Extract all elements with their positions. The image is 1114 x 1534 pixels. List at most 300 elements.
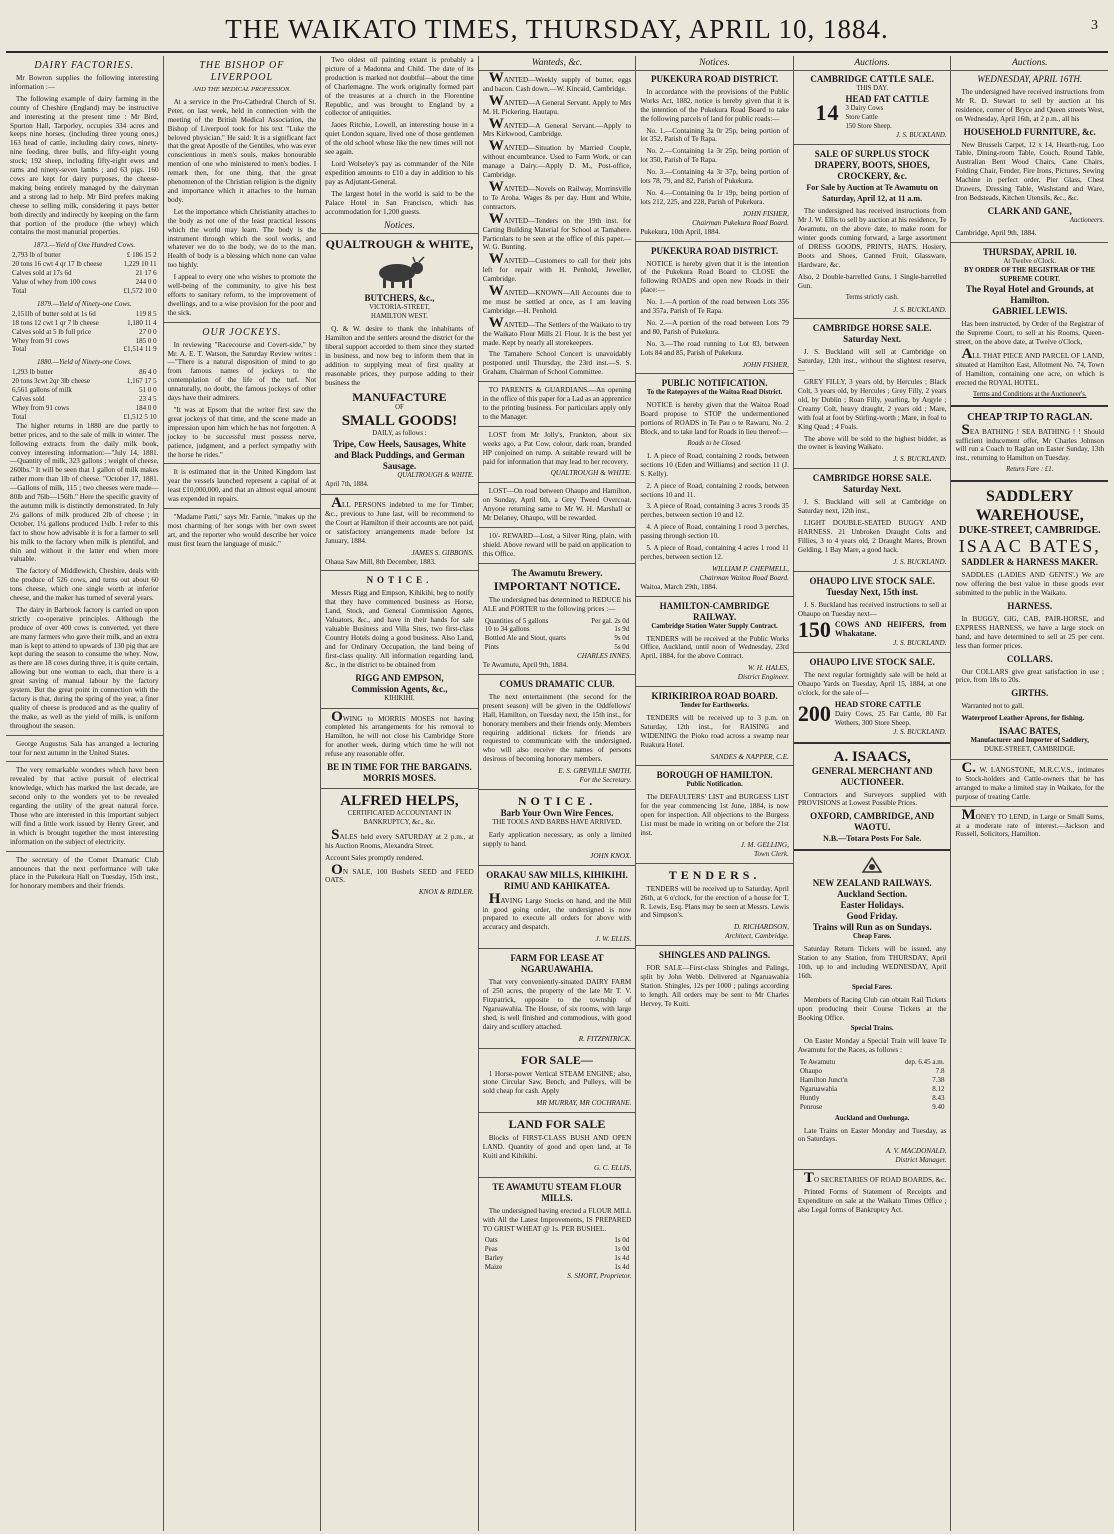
ad-signature: QUALTROUGH & WHITE. xyxy=(550,469,632,478)
ad-title: FOR SALE— xyxy=(521,1052,593,1067)
wanted-item: WANTED—Weekly supply of butter, eggs and bacon. Cash down.—W. Kincaid, Cambridge. xyxy=(482,69,632,93)
table-cell: Per gal. 2s 0d xyxy=(591,616,630,625)
divider xyxy=(951,480,1108,482)
table-cell: Total xyxy=(12,412,27,421)
table-cell: 1s 0d xyxy=(614,1236,630,1245)
ad-line: Special Trains. xyxy=(850,1025,894,1033)
table-cell: Maize xyxy=(484,1263,503,1272)
table-cell: 1s 4d xyxy=(614,1254,630,1263)
table-cell: 2,151lb of butter sold at 1s 6d xyxy=(12,309,96,318)
list-item: No. 3.—The road running to Lot 83, between Lots 84 and 85, Parish of Pukekura. xyxy=(640,339,789,357)
article-paragraph: Two oldest oil painting extant is probably a picture of a Madonna and Child. The date of its production is marked not doubtful—about the time of Charlemagne. The work originally formed part of the treasures at a church in the Florentine Republic, and was brought to England by a collector of antiquities. xyxy=(325,56,474,118)
notice-body: OWING to MORRIS MOSES not having completed his arrangements for his removal to Hamilton, he will not close his Cambridge Store for another week, during which time he will not refuse any reasonable offer. xyxy=(325,708,474,759)
price-table xyxy=(483,1236,632,1272)
wanted-item: WANTED—Tenders on the 19th inst. for Carting Building Material for School at Tamahere. Particulars to be seen at the office of this paper.—W. G. Bunting. xyxy=(482,210,632,252)
small-goods-banner xyxy=(325,390,474,490)
ad-line: DUKE-STREET, CAMBRIDGE. xyxy=(958,525,1101,537)
ad-body: Saturday Return Tickets will be issued, any Station to any Station, from THURSDAY, April 10th, up to and including WEDNESDAY, April 16th. xyxy=(797,945,947,980)
ad-sub: To the Ratepayers of the Waitoa Road District. xyxy=(646,389,783,397)
ad-signature: GABRIEL LEWIS. xyxy=(992,306,1068,317)
table-cell: 8.12 xyxy=(932,1084,945,1093)
ad-line: MANUFACTURE xyxy=(352,390,447,405)
divider xyxy=(479,381,636,382)
ad-sub: SADDLER & HARNESS MAKER. xyxy=(961,557,1099,568)
divider xyxy=(479,865,636,866)
table-row xyxy=(10,269,159,278)
ad-body: 1 Horse-power Vertical STEAM ENGINE; also, stone Circular Saw, Bench, and Pulleys, will be sold cheap for cash. Apply xyxy=(482,1069,632,1096)
article-paragraph: The dairy in Barbrook factory is carried on upon strictly co-operative principles. Although the produce of over 400 cows is converted, yet there are many farmers who gave their milk, and an extra man is kept to attend to upwards of 130 pig that are kept during the season to consume the whey. Now, as there are 18 cows during three, it is quite certain, allowing but one woman to each, that there is a great saving of manual labour by the factory system. But the great point in connection with the factory is that, during the spring of the year, a finer quality of cheese is produced and as the quality of the make, as well as the yield of milk, is uniform throughout the season. xyxy=(10,605,159,730)
divider xyxy=(479,789,636,790)
ad-signature: RIGG AND EMPSON, xyxy=(355,672,444,683)
table-cell: 1,167 17 5 xyxy=(126,377,157,386)
wanted-item: WANTED—A General Servant. Apply to Mrs M. H. Pickering, Hautapu. xyxy=(482,92,632,116)
divider xyxy=(636,945,793,946)
table-cell: 20 tons 3cwt 2qr 3lb cheese xyxy=(12,377,90,386)
wanted-item: WANTED—KNOWN—All Accounts due to me must be settled at once, as I am leaving Cambridge.—H. Penhold. xyxy=(482,283,632,315)
ad-title: CAMBRIDGE HORSE SALE. xyxy=(812,473,932,484)
land-parcel-list xyxy=(640,127,789,207)
table-cell: 2,793 lb of butter xyxy=(12,251,61,260)
ad-sub: BUTCHERS, &c., xyxy=(364,293,435,304)
ad-signature: E. S. GREVILLE SMITH, xyxy=(558,767,632,776)
ad-line: Tripe, Cow Heels, Sausages, White and Black Puddings, and German Sausage. xyxy=(332,439,466,472)
ad-title: COMUS DRAMATIC CLUB. xyxy=(499,678,615,689)
ad-signature: SANDES & NAPPER, C.E. xyxy=(710,752,789,761)
ad-signature: J. W. ELLIS. xyxy=(595,935,632,944)
ad-body: ALL THAT PIECE AND PARCEL OF LAND, situated at Hamilton East, Allotment No. 74, Town of Hamilton, containing one acre, on which is erected the ROYAL HOTEL. xyxy=(955,346,1105,387)
ad-body: Contractors and Surveyors supplied with PROVISIONS at Lowest Possible Prices. xyxy=(797,790,947,808)
table-row xyxy=(10,287,159,296)
column-2 xyxy=(164,56,322,1531)
divider xyxy=(321,788,478,789)
wanted-item: WANTED—Situation by Married Couple, without encumbrance. Used to Farm Work, or can manage a Dairy.—Apply D. M., Post-office, Cambridge. xyxy=(482,138,632,180)
masthead xyxy=(6,0,1108,53)
ad-signature: MR MURRAY, MR COCHRANE. xyxy=(536,1099,632,1108)
ad-line: For Sale by Auction at Te Awamutu on Saturday, April 12, at 11 a.m. xyxy=(806,183,938,204)
notice-body: The Tamahere School Concert is unavoidably postponed until Thursday, the 23rd inst.—S. S. Graham, Chairman of School Committee. xyxy=(482,350,632,377)
table-cell: Pints xyxy=(484,643,499,652)
divider xyxy=(951,242,1108,243)
table-cell: 184 0 0 xyxy=(135,404,157,412)
divider xyxy=(636,686,793,687)
ad-signature: Chairman Waitoa Road Board. xyxy=(699,573,789,582)
ad-signature: J. M. GELLING, xyxy=(740,840,789,849)
ad-number: 150 xyxy=(797,616,831,642)
ad-title: KIRIKIRIROA ROAD BOARD. xyxy=(651,691,778,702)
table-cell: Peas xyxy=(484,1245,498,1254)
table-row xyxy=(10,260,159,269)
ad-signature: J. S. BUCKLAND. xyxy=(893,455,947,464)
table-cell: Penrose xyxy=(799,1102,823,1111)
table-title: 1873.—Yield of One Hundred Cows. xyxy=(33,241,136,250)
ad-signature: Chairman Pukekura Road Board. xyxy=(692,218,789,227)
ad-title: THURSDAY, APRIL 10. xyxy=(982,246,1077,257)
article-paragraph: The higher returns in 1880 are due partly to better prices, and to the sale of milk in winter. The following extracts from the daily milk book, convey interesting information:—"July 14, 1881.—Quantity of milk, 323 gallons ; weight of cheese, 260lbs." It will be seen that 1 gallon of milk makes rather more than 1lb of cheese. "October 17, 1881.—Gallons of milk, 115 ; two cheeses were made—80lb and 76lb—156lb." Here the specific gravity of the autumn milk is distinctly demonstrated. In July 2¼ gallons of milk produced 2lb of cheese ; in October, 1¼ gallons produced 1¼lb. I refer to this fact to show how advisable it is for a farmer to sell his milk to the factory when milk is plentiful, and thin and without it the latter end when more valuable. xyxy=(10,421,159,564)
ad-line: Special Fares. xyxy=(852,983,893,991)
timetable xyxy=(798,1058,947,1111)
ad-title: LAND FOR SALE xyxy=(508,1117,606,1132)
dairy-heading: DAIRY FACTORIES. xyxy=(34,60,135,71)
notice-body: ALL PERSONS indebted to me for Timber, &c., previous to June last, will be recommend to the Court at Hamilton if their accounts are not paid, or satisfactory arrangements made before 1st January, 1884. xyxy=(325,495,474,545)
ad-location: HAMILTON WEST. xyxy=(371,313,428,321)
ad-title: RIMU AND KAHIKATEA. xyxy=(503,880,611,891)
ad-signature: J. S. BUCKLAND. xyxy=(893,727,947,736)
ad-title: CHEAP TRIP TO RAGLAN. xyxy=(967,411,1093,423)
ad-signature: ISAAC BATES, xyxy=(999,726,1061,737)
table-cell: 1s 9d xyxy=(614,625,630,634)
ad-signature: J. S. BUCKLAND. xyxy=(893,639,947,648)
table-cell: £ 186 15 2 xyxy=(126,251,157,260)
divider xyxy=(794,652,951,653)
jockeys-heading: OUR JOCKEYS. xyxy=(202,326,282,338)
divider xyxy=(794,571,951,572)
ad-line: COWS AND HEIFERS, from Whakatane. xyxy=(834,620,947,639)
table-cell: 23 4 5 xyxy=(139,395,157,404)
wanted-item: WANTED—Novels on Railway, Morrinsville to Te Aroha. Wages 8s per day. Hunt and White, contractors. xyxy=(482,178,632,211)
article-paragraph: "Madame Patti," says Mr. Farnie, "makes up the most charming of her songs with her own sweet art, and the reporter who would describe her voice must first learn the language of music." xyxy=(167,513,317,548)
article-paragraph: At a service in the Pro-Cathedral Church of St. Peter, on last week, held in connection with the meeting of the British Medical Association, the Bishop of Liverpool took for his text "Luke the beloved physician." He said: It is a significant fact that the great Apostle of the Gentiles, who was ever conscientious in men's souls, makes honourable mention of one who ministered to men's bodies. I remark then, for one thing, that the great phenomenon of the Christian religion is the dignity and importance which it attaches to the human body. xyxy=(167,97,317,204)
list-item: No. 1.—Containing 3a 0r 25p, being portion of lot 352, Parish of Te Rapa. xyxy=(640,126,789,144)
ad-line: The Royal Hotel and Grounds, at Hamilton. xyxy=(965,284,1094,306)
ad-line: HEAD FAT CATTLE xyxy=(845,93,929,104)
ad-line: SMALL GOODS! xyxy=(341,413,458,430)
ad-body: The next entertainment (the second for the present season) will be given in the Oddfellows' Hall, Hamilton, on Tuesday next, the 15th inst., for honorary members and their friends only. Members requiring additional tickets for friends are requested to communicate with the undersigned, who will also receive the names of persons desirous of becoming honorary members. xyxy=(482,692,632,764)
divider xyxy=(479,426,636,427)
ad-title: CAMBRIDGE CATTLE SALE. xyxy=(810,73,934,84)
page-number: 3 xyxy=(1091,18,1098,33)
table-row xyxy=(483,643,632,652)
table-cell: Te Awamutu xyxy=(799,1058,836,1067)
price-table xyxy=(483,617,632,653)
table-row xyxy=(483,1236,632,1245)
ad-signature: Architect, Cambridge. xyxy=(725,932,789,941)
table-cell: 7.8 xyxy=(935,1067,945,1076)
section-heading: Notices. xyxy=(321,219,478,234)
divider xyxy=(636,241,793,242)
ad-line: BE IN TIME FOR THE BARGAINS. xyxy=(327,762,472,773)
divider xyxy=(479,527,636,528)
divider xyxy=(164,322,321,323)
notice-heading: NOTICE. xyxy=(366,575,433,586)
divider xyxy=(479,563,636,564)
ad-line: 3 Dairy Cows xyxy=(845,104,884,112)
notice-body: TENDERS will be received at the Public Works Office, Auckland, until noon of Wednesday, 23rd April, 1884, for the above Contract. xyxy=(640,634,789,661)
divider xyxy=(951,405,1108,407)
ad-signature: Auctioneers. xyxy=(1069,216,1105,224)
ad-body: The undersigned has received instructions from Mr J. W. Ellis to sell by auction at his residence, Te Awamutu, on the above date, to make room for winter goods coming forward, a large assortment of DRESS GOODS, PRINTS, HATS, Hosiery, Boots and Shoes, Canned Fruit, Glassware, Hardware, &c. xyxy=(797,207,947,269)
list-item: No. 4.—Containing 0a 1r 19p, being portion of lots 212, 225, and 228, Parish of Pukekura. xyxy=(640,188,789,206)
article-paragraph: The largest hotel in the world is said to be the Palace Hotel in San Francisco, which has accommodation for 1,200 guests. xyxy=(325,189,474,216)
article-paragraph: George Augustus Sala has arranged a lecturing tour for next autumn in the United States. xyxy=(10,739,159,757)
ad-line: OF xyxy=(395,404,404,412)
ad-body: Blocks of FIRST-CLASS BUSH AND OPEN LAND. Quantity of good and open land, at Te Kuiti and Kihikihi. xyxy=(482,1134,632,1160)
table-cell: 6,561 gallons of milk xyxy=(12,386,72,395)
notice-body: In accordance with the provisions of the Public Works Act, 1882, notice is hereby given that it is the intention of the Pukekura Road Board to take the following parcels of land for public roads:— xyxy=(640,87,789,123)
ad-title: SADDLERY WAREHOUSE, xyxy=(975,488,1084,525)
ad-line: BY ORDER OF THE REGISTRAR OF THE SUPREME COURT. xyxy=(964,266,1096,283)
ad-signature: KNOX & RIDLER. xyxy=(418,888,474,897)
ad-title: HAMILTON-CAMBRIDGE RAILWAY. xyxy=(659,600,770,622)
table-cell: Huntly xyxy=(799,1093,820,1102)
table-cell: £1,514 11 9 xyxy=(123,345,157,354)
table-row xyxy=(483,1263,632,1272)
ad-body: On Easter Monday a Special Train will leave Te Awamutu for the Races, as follows : xyxy=(797,1037,947,1055)
ad-line: DAILY, as follows : xyxy=(372,430,427,438)
ad-signature: QUALTROUGH & WHITE. xyxy=(397,472,474,480)
ad-title: ALFRED HELPS, xyxy=(340,793,459,810)
table-title: 1879.—Yield of Ninety-one Cows. xyxy=(37,299,132,308)
ad-body: SADDLES (LADIES AND GENTS'.) We are now offering the best value in these goods ever submitted to the public in the Waikato. xyxy=(955,571,1105,597)
notice-body: FOR SALE—First-class Shingles and Palings, split by John Webb. Delivered at Ngaruawahia Station. Shingles, 12s per 1000 ; palings according to length. All orders may be sent to Mr Charles Hervey, Te Kuiti. xyxy=(640,964,789,1008)
table-cell: 8.43 xyxy=(932,1093,945,1102)
article-paragraph: It is estimated that in the United Kingdom last year the vessels launched represent a capital of at least £10,000,000, and that an almost equal amount was expended in repairs. xyxy=(167,468,317,504)
ad-line: Easter Holidays. xyxy=(840,900,904,911)
table-row xyxy=(10,368,159,377)
ad-sub: At Twelve o'Clock. xyxy=(1003,257,1057,265)
ad-location: DUKE-STREET, CAMBRIDGE. xyxy=(984,746,1076,754)
list-item: No. 1.—A portion of the road between Lots 356 and 357a, Parish of Te Rapa. xyxy=(640,298,789,316)
ad-body: J. S. Buckland has received instructions to sell at Ohaupo on Tuesday next— xyxy=(797,600,947,618)
ad-body: That very conveniently-situated DAIRY FARM of 250 acres, the property of the late Mr T. V. Fitzpatrick, opposite to the township of Ngaruawahia. The House, of six rooms, with large shed, is well finished and commodious, with good dairy and scullery attached. xyxy=(482,978,632,1031)
ad-sub: Tuesday Next, 15th inst. xyxy=(826,586,919,597)
table-cell: 7.38 xyxy=(932,1076,945,1084)
divider xyxy=(321,494,478,495)
ad-body: The undersigned having erected a FLOUR MILL with All the Latest Improvements, IS PREPARED TO GRIST WHEAT @ 1s. PER BUSHEL. xyxy=(482,1206,632,1233)
ad-date: Cambridge, April 9th, 1884. xyxy=(955,228,1037,237)
table-row xyxy=(10,386,159,395)
divider xyxy=(479,1048,636,1049)
ad-signature: Town Clerk. xyxy=(754,849,789,858)
notice-body: LOST from Mr Jolly's, Frankton, about six weeks ago, a Pat Cow, colour, dark roan, branded HP conjoined on rump. A suitable reward will be paid for information that may lead to her recovery. xyxy=(482,430,632,466)
article-paragraph: I appeal to every one who wishes to promote the well-being of the community, to give his best efforts to sanitary reform, to the improvement of dwellings, and to a wise provision for the poor and the sick. xyxy=(167,273,317,317)
ad-body: Warranted not to gall. xyxy=(961,702,1024,711)
ad-signature: JAMES S. GIBBONS. xyxy=(411,548,474,557)
ad-location: VICTORIA-STREET, xyxy=(369,304,430,312)
article-paragraph: Jaoes Ritchie, Lowell, an interesting house in a quiet London square, lived one of those gentlemen of the old school whose like the new times will not see again. xyxy=(325,121,474,157)
ad-signature: JOHN FISHER, xyxy=(742,209,789,218)
ad-line: Auckland and Onehunga. xyxy=(834,1114,910,1122)
ad-body: Q. & W. desire to thank the inhabitants of Hamilton and the settlers around the district for the liberal support accorded to them since they started in business, and now beg to inform them that in addition to supplying meat of first quality at reasonable prices, they purpose adding to their business the xyxy=(325,325,474,387)
ad-number: 200 xyxy=(797,700,831,726)
table-cell: 27 0 0 xyxy=(139,327,157,336)
ad-location: Ohaua Saw Mill, 8th December, 1883. xyxy=(325,557,436,566)
ad-sub: Manufacturer and Importer of Saddlery, xyxy=(970,737,1089,745)
ad-sub: Tender for Earthworks. xyxy=(680,702,749,710)
ad-title: SALE OF SURPLUS STOCK xyxy=(814,149,930,160)
bishop-heading: THE BISHOP OF LIVERPOOL xyxy=(199,60,285,83)
divider xyxy=(164,508,321,509)
divider xyxy=(479,948,636,949)
ad-sub: Roads to be Closed. xyxy=(687,440,742,447)
ad-line: Dairy Cows, 25 Fat Cattle, 80 Fat Wethers, 300 Store Sheep. xyxy=(834,709,947,727)
wanted-item: WANTED—Customers to call for their jobs left for repair with H. Penhold, Jeweller, Cambridge. xyxy=(482,251,632,284)
ad-signature: District Manager. xyxy=(895,1156,947,1165)
divider xyxy=(6,761,163,762)
divider xyxy=(636,863,793,864)
table-cell: Whey from 91 cows xyxy=(12,404,69,412)
list-item: No. 2.—Containing 1a 3r 25p, being portion of lot 350, Parish of Te Rapa. xyxy=(640,147,789,165)
notice-body: 10/- REWARD—Lost, a Silver Ring, plain, with shield. Above reward will be paid on application to this Office. xyxy=(482,531,632,558)
table-row xyxy=(10,319,159,328)
ad-body: Waterproof Leather Aprons, for fishing. xyxy=(961,714,1085,723)
ad-line: Return Fare : £1. xyxy=(1006,466,1054,474)
ad-signature: CHARLES INNES. xyxy=(577,652,632,661)
yield-table-1879 xyxy=(10,310,159,355)
ad-signature: A. V. MACDONALD, xyxy=(885,1147,947,1156)
table-row xyxy=(798,1067,947,1076)
divider xyxy=(6,851,163,852)
ad-sub: CERTIFICATED ACCOUNTANT IN BANKRUPTCY, &c., &c. xyxy=(347,810,452,826)
ad-body: The next regular fortnightly sale will be held at Ohaupo Yards on Tuesday, April 15, 1884, at one o'clock, for the sale of— xyxy=(797,671,947,697)
table-row xyxy=(10,278,159,287)
table-row xyxy=(798,1058,947,1067)
masthead-title: THE WAIKATO TIMES, THURSDAY, APRIL 10, 1884. xyxy=(225,14,889,44)
column-1 xyxy=(6,56,164,1531)
table-cell: 244 0 0 xyxy=(135,278,157,287)
table-cell: 1s 0d xyxy=(614,1245,630,1254)
ad-signature: W. H. HALES, xyxy=(747,664,789,673)
ad-line: HEAD STORE CATTLE xyxy=(834,699,922,709)
ad-title: SHINGLES AND PALINGS. xyxy=(659,950,771,961)
ad-body: Also, 2 Double-barrelled Guns, 1 Single-barrelled Gun. xyxy=(797,272,947,290)
table-row xyxy=(10,310,159,319)
ad-title: IMPORTANT NOTICE. xyxy=(493,578,621,593)
wanted-item: WANTED—A General Servant.—Apply to Mrs Kirkwood, Cambridge. xyxy=(482,115,632,139)
ad-title: BOROUGH OF HAMILTON. xyxy=(656,770,773,781)
divider xyxy=(164,463,321,464)
ad-title: TE AWAMUTU STEAM FLOUR MILLS. xyxy=(492,1181,622,1203)
section-heading: Notices. xyxy=(636,56,793,71)
section-heading: Auctions. xyxy=(794,56,951,71)
ad-date: April 7th, 1884. xyxy=(325,481,369,489)
divider xyxy=(794,742,951,744)
ad-title: ISAAC BATES, xyxy=(958,536,1101,557)
ad-signature: G. C. ELLIS, xyxy=(593,1163,632,1172)
ad-signature: For the Secretary. xyxy=(579,776,632,785)
ad-signature: J. S. BUCKLAND. xyxy=(893,557,947,566)
table-row xyxy=(10,251,159,260)
ad-title: CAMBRIDGE HORSE SALE. xyxy=(812,323,932,334)
article-paragraph: The following example of dairy farming in the county of Cheshire (England) may be instructive and interesting at the present time : Mr Bird, Spurton Hall, Tarporley, occupies 334 acres and keeps nine horses, (including three young ones,) 163 head of cattle, including dairy cows, ninety-nine feeding, three bulls, and fifty-eight young stock; 192 sheep, including fifty-eight ewes and rams and ninety-seven lambs ; and 63 pigs. 160 cows are kept for dairy purposes, the cheese-making being entirely managed by the dairyman and a strong lad to help. Mr Bird prefers making cheese to selling milk, considering it pays better both directly and indirectly by keeping on the farm that portion of the produce (the whey) which contains the most manurial properties. xyxy=(10,94,159,237)
ad-sub: Saturday Next. xyxy=(843,484,902,495)
ad-body: In BUGGY, GIG, CAB, PAIR-HORSE, and EXPRESS HARNESS, we have a large stock on hand, and have determined to sell at 25 per cent. less than former prices. xyxy=(955,614,1105,650)
ad-body: ON SALE, 100 Bushels SEED and FEED OATS. xyxy=(325,861,474,885)
ad-body: Early application necessary, as only a limited supply to hand. xyxy=(482,830,632,848)
ad-line: Barb Your Own Wire Fences. xyxy=(500,808,614,818)
table-row xyxy=(798,1094,947,1103)
ad-body: LIGHT DOUBLE-SEATED BUGGY AND HARNESS. 21 Unbroken Draught Colts and Fillies, 3 to 4 years old, 2 Draught Mares, Brown Gelding, 1 Bay Mare, a good hack. xyxy=(797,519,947,554)
divider xyxy=(794,849,951,851)
table-cell: 51 0 0 xyxy=(139,386,157,395)
divider xyxy=(479,1112,636,1113)
yield-table-1873 xyxy=(10,251,159,296)
section-heading: Wanteds, &c. xyxy=(479,56,636,71)
ad-body: GREY FILLY, 3 years old, by Hercules ; Black Colt, 3 years old, by Hercules ; Grey Filly, 2 years old, by Dublin ; Roan Filly, yearling, by Argyle ; Creamy Colt, heavy draught, 2 years old ; Mare, with foal at foot by Stirling-worth ; Mare, in foal to King Quad ; 4 Foals. xyxy=(797,378,947,431)
article-paragraph: "It was at Epsom that the writer first saw the great jockeys of that time, and the scene made an impression upon him which he has not forgotten. A jockey to be successful must possess nerve, patience, judgment, and a perfect sympathy with the horse he rides." xyxy=(167,406,317,459)
ad-date: Waitoa, March 29th, 1884. xyxy=(640,582,718,591)
table-cell: 119 8 5 xyxy=(135,309,157,318)
table-row xyxy=(798,1076,947,1085)
divider xyxy=(794,1169,951,1170)
ad-date: Pukekura, 10th April, 1884. xyxy=(640,227,721,236)
ad-signature: District Engineer. xyxy=(737,673,789,682)
ad-signature: S. SHORT, Proprietor. xyxy=(567,1272,632,1281)
column-3 xyxy=(321,56,479,1531)
ad-sub: DRAPERY, BOOTS, SHOES, CROCKERY, &c. xyxy=(814,160,930,182)
table-cell: Total xyxy=(12,345,27,354)
table-cell: £1,572 10 0 xyxy=(123,286,157,295)
table-row xyxy=(483,625,632,634)
ad-body: HAVING Large Stocks on hand, and the Mill in good going order, the undersigned is now prepared to execute all orders for above with accuracy and despatch. xyxy=(482,890,632,932)
ad-body: Late Trains on Easter Monday and Tuesday, as on Saturdays. xyxy=(797,1126,947,1144)
table-cell: Calves sold at 5 lb full price xyxy=(12,327,91,336)
table-cell: 5s 0d xyxy=(614,643,630,652)
notice-body: TO PARENTS & GUARDIANS.—An opening in the office of this paper for a Lad as an apprentice to the printing business. For particulars apply only to the Manager. xyxy=(482,386,632,421)
wanted-list xyxy=(482,69,632,348)
table-cell: Calves sold at 17s 6d xyxy=(12,269,72,278)
ad-title: TENDERS. xyxy=(668,867,761,882)
divider xyxy=(794,468,951,469)
ad-title: OHAUPO LIVE STOCK SALE. xyxy=(809,575,935,586)
column-6 xyxy=(794,56,952,1531)
ad-title: OHAUPO LIVE STOCK SALE. xyxy=(809,657,935,668)
article-paragraph: In reviewing "Racecourse and Covert-side," by Mr. A. E. T. Watson, the Saturday Review writes :—"There is a natural disposition of mind to go from famous names of jockeys to the contemplation of the life of the turf. Not unnaturally, no doubt, the famous jockeys of other days have their admirers. xyxy=(167,340,317,403)
article-paragraph: Mr Bowron supplies the following interesting information :— xyxy=(10,74,159,91)
wanted-item: WANTED—The Settlers of the Waikato to try the Waikato Flour Mills 21 Flour. It is the best yet made. Kept by nearly all storekeepers. xyxy=(482,314,632,347)
notice-body: NOTICE is hereby given that it is the intention of the Pukekura Road Board to CLOSE the following ROADS and open new Roads in their place:— xyxy=(640,259,789,295)
ad-line: Terms strictly cash. xyxy=(845,293,899,301)
table-cell: Hamilton Junct'n xyxy=(799,1076,848,1084)
ad-line: Cheap Fares. xyxy=(852,933,892,941)
ad-title: QUALTROUGH & WHITE, xyxy=(325,237,474,252)
table-row xyxy=(483,1245,632,1254)
ad-body: New Brussels Carpet, 12 x 14, Hearth-rug, Loo Table, Dining-room Table, Couch, Round Table, Australian Bent Wood Chairs, Cane Chairs, Folding Chair, Fender, Fire Irons, Pictures, Sewing Machine in perfect order, Pier Glass, Chest Drawers, Dressing Table, Washstand and Ware, Iron Bedsteads, Kitchen Utensils, &c., &c. xyxy=(955,140,1105,202)
notice-body: Messrs Rigg and Empson, Kihikihi, beg to notify that they have commenced business as Horse, Land, Stock, and General Commission Agents, Valuators, &c., and have in their hands for sale valuable Business and Villa Sites, two first-class Country Hotels doing a good business. Also Land, and for Ordinary Occupation, the land being of first-class quality. All information regarding land, &c., in the district to be obtained from xyxy=(325,589,474,669)
ad-signature: MORRIS MOSES. xyxy=(362,773,436,784)
table-cell: 1,229 10 11 xyxy=(123,260,157,269)
notice-body: TENDERS will be received up to 3 p.m. on Saturday, 12th inst., for RAISING and WIDENING the Pioko road across a swamp near Ruakura Hotel. xyxy=(640,713,789,749)
table-title: 1880.—Yield of Ninety-one Cows. xyxy=(37,358,132,367)
ad-line: Good Friday. xyxy=(846,911,898,922)
table-cell: £1,512 5 10 xyxy=(123,412,157,421)
table-row xyxy=(483,1254,632,1263)
ad-title: HOUSEHOLD FURNITURE, &c. xyxy=(963,126,1096,137)
section-heading: Auctions. xyxy=(951,56,1108,71)
table-cell: Ngaruawahia xyxy=(799,1084,838,1093)
column-7 xyxy=(951,56,1108,1531)
ad-body: SEA BATHING ! SEA BATHING ! ! Should sufficient inducement offer, Mr Charles Johnson will run a Coach to Raglan on Easter Sunday, 13th inst., returning to Hamilton on Tuesday. xyxy=(955,421,1105,463)
ad-line: THE TOOLS AND BARBS HAVE ARRIVED. xyxy=(492,819,622,826)
article-paragraph: The secretary of the Comet Dramatic Club announces that the next performance will take place in the Pukekura Hall on Tuesday, 15th inst., for honorary members and their friends. xyxy=(10,855,159,891)
ad-body: The undersigned has determined to REDUCE his ALE and PORTER to the following prices :— xyxy=(482,595,632,613)
divider xyxy=(321,708,478,709)
ad-signature: JOHN KNOX. xyxy=(590,851,632,860)
list-item: 5. A piece of Road, containing 4 acres 1 rood 11 perches, between section 12. xyxy=(640,544,789,561)
ad-body: Account Sales promptly rendered. xyxy=(325,853,424,862)
ad-signature: WILLIAM P. CHEPMELL, xyxy=(711,564,789,573)
list-item: No. 2.—A portion of the road between Lots 79 and 80, Parish of Pukekura. xyxy=(640,318,789,336)
table-cell: 86 4 0 xyxy=(139,368,157,377)
ad-line: Trains will Run as on Sundays. xyxy=(812,922,932,933)
ad-line: Terms and Conditions at the Auctioneer's. xyxy=(972,390,1087,398)
table-row xyxy=(10,345,159,354)
notice-body: LOST—On road between Ohaupo and Hamilton, on Sunday, April 6th, a Grey Tweed Overcoat. Anyone returning same to Mr W. H. Marshall or Mr Delaney, Ohaupo, will be rewarded. xyxy=(482,487,632,523)
table-cell: Bottled Ale and Stout, quarts xyxy=(484,634,566,643)
table-row xyxy=(10,337,159,346)
ad-title: The Awamutu Brewery. xyxy=(511,567,603,578)
table-row xyxy=(483,634,632,643)
ad-body: Printed Forms of Statement of Receipts and Expenditure on sale at the Waikato Times Office ; also Legal forms of Bankruptcy Act. xyxy=(797,1188,947,1214)
